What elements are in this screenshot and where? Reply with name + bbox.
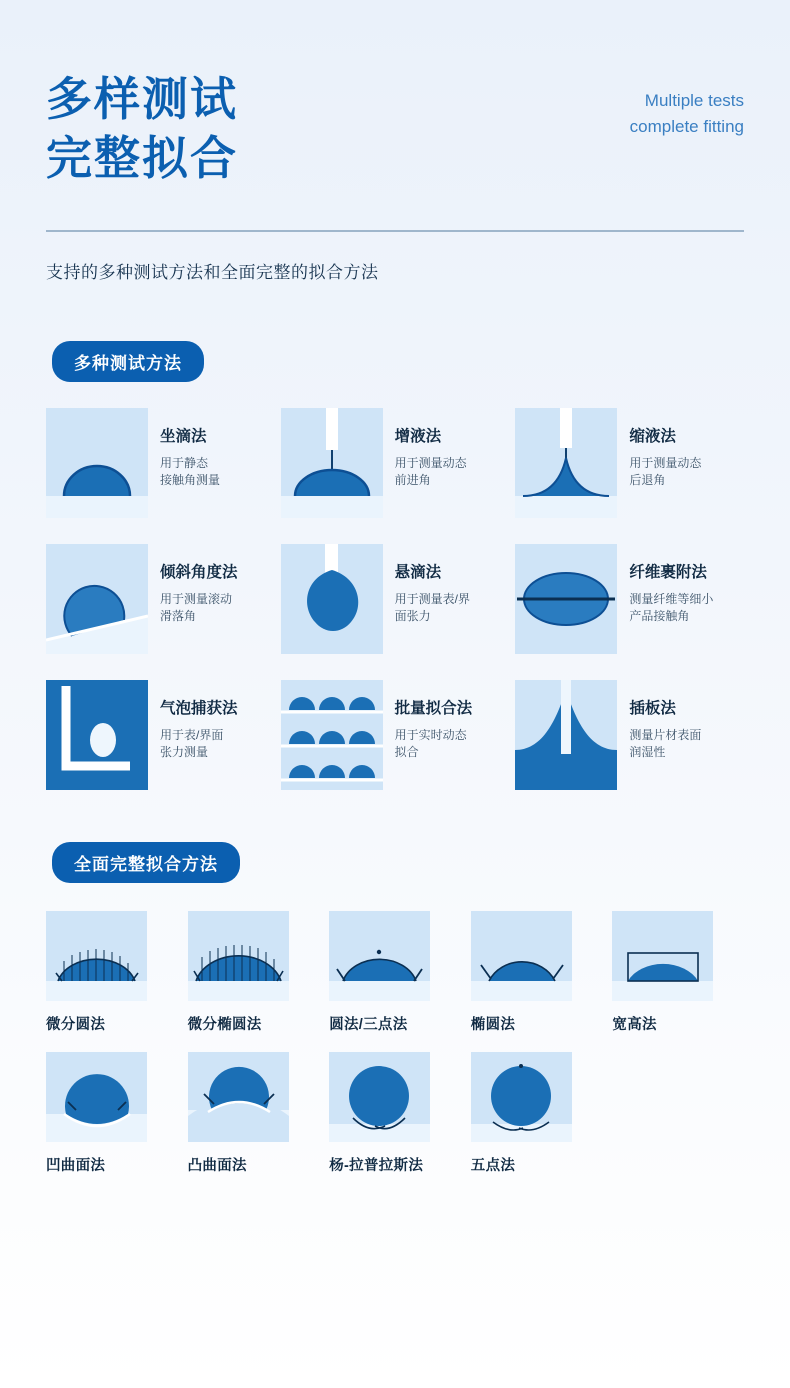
method-title: 批量拟合法 (394, 699, 473, 717)
tilting-angle-icon (46, 544, 148, 654)
fitting-item[interactable] (329, 911, 461, 1034)
batch-fitting-icon (281, 680, 383, 790)
method-text (148, 544, 244, 626)
method-desc-line2: 张力测量 (160, 745, 209, 760)
page-title-en-line2: complete fitting (629, 116, 744, 136)
method-desc-line2: 前进角 (394, 473, 431, 488)
method-desc-line1: 测量纤维等细小 (629, 591, 714, 606)
fitting-section-header (52, 842, 790, 883)
method-item[interactable] (515, 680, 744, 790)
method-desc-line1: 测量片材表面 (629, 727, 702, 742)
page-title-en-line1: Multiple tests (644, 91, 744, 110)
method-item[interactable] (281, 680, 510, 790)
fitting-item[interactable] (471, 1052, 603, 1175)
fitting-label: 五点法 (470, 1157, 516, 1174)
method-desc (160, 591, 238, 626)
fitting-item[interactable] (46, 1052, 178, 1175)
differential-ellipse-icon (188, 911, 289, 1001)
method-desc (395, 591, 470, 626)
fitting-label: 宽高法 (612, 1016, 657, 1033)
advancing-angle-icon (281, 408, 383, 518)
fitting-item[interactable] (46, 911, 178, 1034)
fitting-item[interactable] (188, 1052, 320, 1175)
method-text (383, 408, 473, 490)
method-desc-line1: 用于测量滚动 (160, 591, 233, 606)
methods-grid (46, 408, 744, 790)
fitting-item[interactable] (188, 911, 320, 1034)
concave-surface-icon (46, 1052, 147, 1142)
fitting-label: 微分椭圆法 (187, 1016, 262, 1033)
method-item[interactable] (515, 544, 744, 654)
captive-bubble-icon (46, 680, 148, 790)
method-text (617, 680, 707, 762)
convex-surface-icon (188, 1052, 289, 1142)
fitting-section-pill: 全面完整拟合方法 (52, 842, 240, 883)
method-item[interactable] (46, 408, 275, 518)
method-desc-line2: 滑落角 (160, 609, 197, 624)
fitting-label: 圆法/三点法 (329, 1016, 408, 1033)
method-desc-line1: 用于实时动态 (394, 727, 467, 742)
method-title: 悬滴法 (394, 563, 442, 581)
differential-circle-icon (46, 911, 147, 1001)
method-title: 坐滴法 (160, 427, 207, 445)
header-divider (46, 230, 744, 232)
methods-section-pill: 多种测试方法 (52, 341, 204, 382)
methods-section-header (52, 341, 790, 382)
circle-three-point-icon (329, 911, 430, 1001)
pendant-drop-icon (281, 544, 383, 654)
method-desc-line1: 用于表/界面 (160, 727, 224, 742)
method-desc-line1: 用于静态 (160, 455, 209, 470)
fitting-label: 椭圆法 (470, 1016, 516, 1033)
method-desc (395, 455, 467, 490)
method-desc (629, 591, 713, 626)
ellipse-icon (471, 911, 572, 1001)
method-desc-line2: 拟合 (394, 745, 419, 760)
fitting-item-empty (612, 1052, 744, 1175)
method-title: 气泡捕获法 (160, 699, 238, 717)
method-desc-line2: 润湿性 (629, 745, 666, 760)
page-title-line2: 完整拟合 (46, 131, 238, 184)
page-title-en (630, 88, 744, 139)
method-title: 增液法 (394, 427, 442, 445)
method-title: 缩液法 (629, 427, 676, 445)
young-laplace-icon (329, 1052, 430, 1142)
method-title: 倾斜角度法 (160, 563, 238, 581)
method-desc (395, 727, 473, 762)
method-text (148, 680, 244, 762)
header (0, 0, 790, 188)
fitting-grid (46, 911, 744, 1175)
method-desc-line2: 接触角测量 (160, 473, 221, 488)
method-desc (629, 727, 701, 762)
fitting-label: 凹曲面法 (46, 1157, 106, 1174)
sessile-drop-icon (46, 408, 148, 518)
method-desc (629, 455, 701, 490)
method-title: 纤维裹附法 (629, 563, 707, 581)
method-desc-line2: 面张力 (394, 609, 431, 624)
page-title-line1: 多样测试 (46, 73, 238, 125)
method-desc (160, 727, 238, 762)
method-item[interactable] (46, 544, 275, 654)
receding-angle-icon (515, 408, 617, 518)
width-height-icon (612, 911, 713, 1001)
method-item[interactable] (281, 544, 510, 654)
method-text (617, 544, 719, 626)
fitting-item[interactable] (329, 1052, 461, 1175)
method-desc (160, 455, 220, 490)
page-subtitle: 支持的多种测试方法和全面完整的拟合方法 (46, 262, 379, 282)
method-desc-line1: 用于测量表/界 (394, 591, 470, 606)
fiber-wrap-icon (515, 544, 617, 654)
method-text (617, 408, 707, 490)
method-item[interactable] (281, 408, 510, 518)
fitting-label: 凸曲面法 (187, 1157, 247, 1174)
method-text (383, 544, 476, 626)
method-desc-line2: 产品接触角 (629, 609, 690, 624)
fitting-item[interactable] (471, 911, 603, 1034)
fitting-item[interactable] (612, 911, 744, 1034)
fitting-label: 微分圆法 (46, 1016, 106, 1033)
five-point-icon (471, 1052, 572, 1142)
method-desc-line1: 用于测量动态 (394, 455, 467, 470)
method-item[interactable] (515, 408, 744, 518)
plate-method-icon (515, 680, 617, 790)
method-desc-line1: 用于测量动态 (629, 455, 702, 470)
method-item[interactable] (46, 680, 275, 790)
method-title: 插板法 (629, 699, 676, 717)
method-desc-line2: 后退角 (629, 473, 666, 488)
method-text (383, 680, 479, 762)
method-text (148, 408, 226, 490)
fitting-label: 杨-拉普拉斯法 (329, 1157, 424, 1174)
